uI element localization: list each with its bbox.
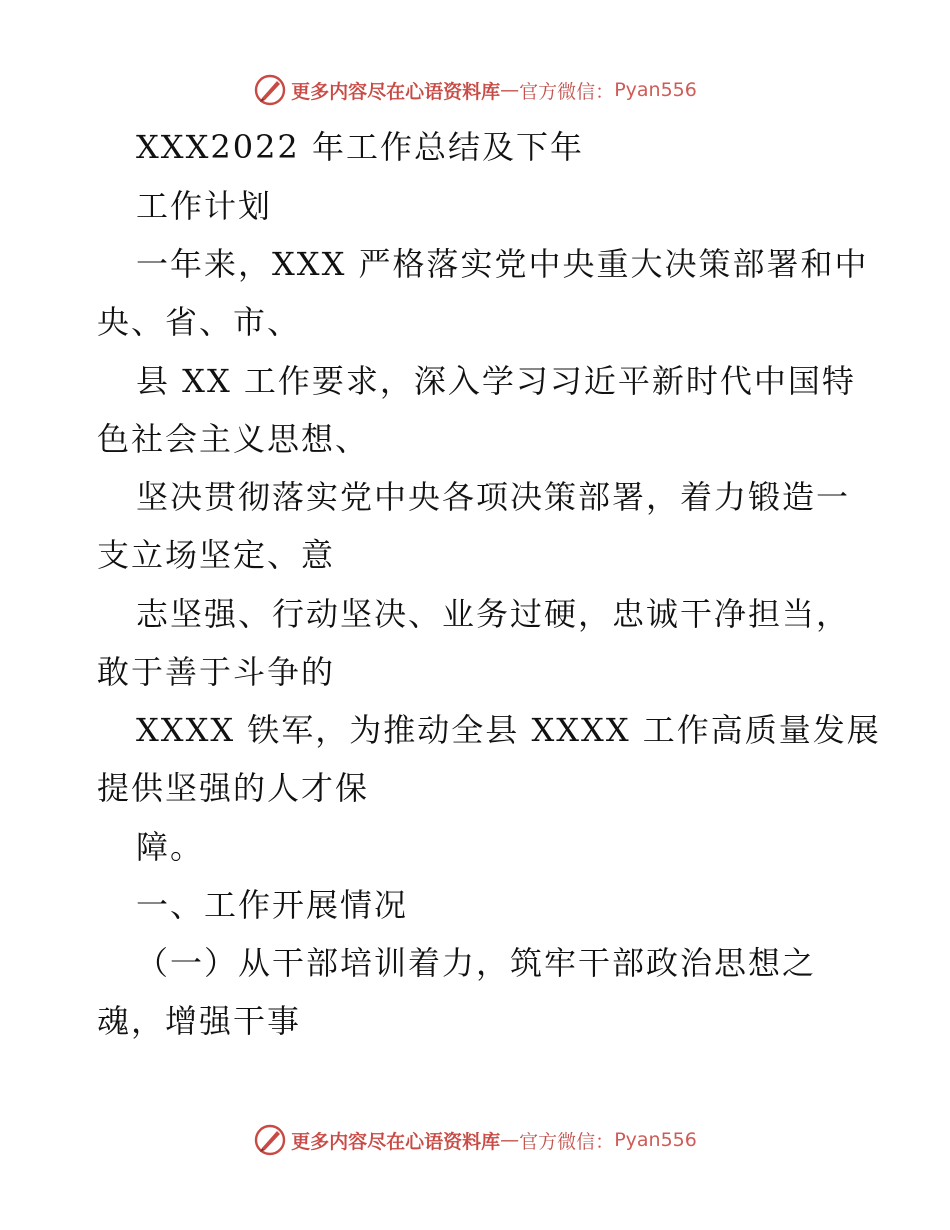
doc-paragraph-line: 敢于善于斗争的 (97, 653, 336, 691)
doc-title-line-2: 工作计划 (136, 187, 273, 225)
doc-paragraph-line: 色社会主义思想、 (97, 420, 370, 458)
doc-paragraph-line: 志坚强、行动坚决、业务过硬，忠诚干净担当， (136, 595, 851, 633)
watermark-wechat-label: 官方微信： (519, 1130, 615, 1153)
doc-subsection-heading: （一）从干部培训着力，筑牢干部政治思想之 (136, 944, 817, 982)
doc-title-line-1: XXX2022 年工作总结及下年 (136, 128, 584, 166)
quill-pen-circle-icon (253, 1123, 287, 1157)
doc-paragraph-line: 县 XX 工作要求，深入学习习近平新时代中国特 (136, 362, 856, 400)
doc-section-heading: 一、工作开展情况 (136, 886, 409, 924)
doc-paragraph-line: 支立场坚定、意 (97, 536, 336, 574)
watermark-separator: — (500, 79, 520, 101)
watermark-wechat-id: Pyan556 (614, 79, 697, 101)
footer-watermark (0, 1120, 950, 1160)
watermark-wechat-label: 官方微信： (519, 80, 615, 103)
watermark-brand: 更多内容尽在心语资料库 (291, 1130, 501, 1153)
watermark-separator: — (500, 1129, 520, 1151)
doc-paragraph-line: 一年来，XXX 严格落实党中央重大决策部署和中 (136, 245, 869, 283)
watermark-brand: 更多内容尽在心语资料库 (291, 80, 501, 103)
doc-paragraph-line: XXXX 铁军，为推动全县 XXXX 工作高质量发展 (136, 711, 881, 749)
doc-paragraph-line: 障。 (136, 828, 205, 866)
doc-paragraph-line: 央、省、市、 (97, 303, 302, 341)
doc-subsection-heading: 魂，增强干事 (97, 1002, 302, 1040)
doc-paragraph-line: 坚决贯彻落实党中央各项决策部署，着力锻造一 (136, 478, 851, 516)
doc-paragraph-line: 提供坚强的人才保 (97, 769, 370, 807)
watermark-wechat-id: Pyan556 (614, 1129, 697, 1151)
